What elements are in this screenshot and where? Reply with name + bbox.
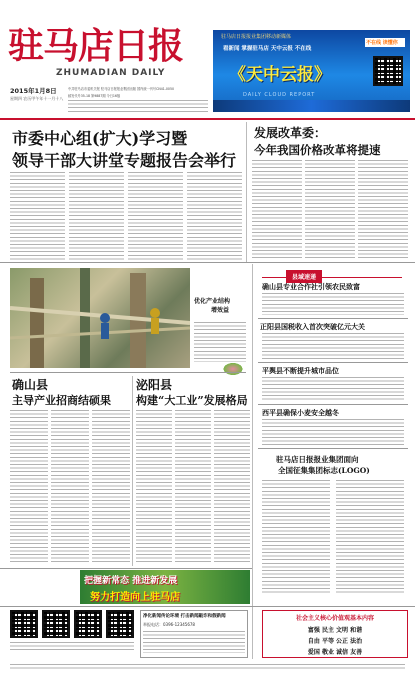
reform-body-col-1	[252, 160, 302, 260]
lead-body-col-2	[69, 172, 124, 260]
masthead-weekday: 星期四 农历甲午年十一月十八	[10, 96, 64, 101]
sidebar-news-3-title[interactable]: 平舆县不断提升城市品位	[262, 366, 339, 375]
core-values-title: 社会主义核心价值观基本内容	[295, 615, 374, 622]
banner-top-text: 驻马店日报报业集团移动新媒体	[221, 34, 292, 40]
photo-caption-text	[194, 322, 246, 362]
lead-body-col-1	[10, 172, 65, 260]
banner-side: 不在线 读懂你	[365, 38, 405, 47]
biyang-body-col-3	[214, 410, 250, 565]
report-hotline-box[interactable]	[140, 610, 248, 658]
logo-contest-body-col-1	[262, 480, 330, 595]
reform-headline-2[interactable]: 今年我国价格改革将提速	[254, 143, 381, 157]
biyang-headline-2[interactable]: 构建“大工业”发展格局	[136, 394, 248, 407]
logo-contest-title-2[interactable]: 全国征集集团标志(LOGO)	[278, 466, 370, 475]
logo-contest-title-1[interactable]: 驻马店日报报业集团面向	[276, 455, 359, 464]
promo-line-1: 把握新常态 推进新发展	[84, 576, 178, 586]
photo-illustration	[222, 362, 244, 376]
reform-headline-1[interactable]: 发展改革委：	[254, 126, 327, 140]
factory-photo[interactable]	[10, 268, 190, 368]
queshan-body-col-3	[92, 410, 130, 565]
photo-caption-1: 优化产业结构	[194, 298, 231, 305]
sidebar-news-2-body	[262, 333, 404, 359]
banner-people-image	[213, 100, 410, 112]
promo-banner[interactable]	[80, 570, 250, 604]
queshan-body-col-1	[10, 410, 48, 565]
qr-code-icon-3[interactable]	[74, 610, 102, 638]
qr-captions	[10, 642, 134, 652]
report-hotline-phone: 举报电话：0396-12345678	[143, 622, 195, 627]
report-hotline-lines	[143, 631, 245, 653]
banner-slogan: 看新闻 掌握驻马店 天中云报 不在线	[223, 46, 312, 52]
masthead-date: 2015年1月8日	[10, 87, 57, 95]
core-values-line-3: 爱国 敬业 诚信 友善	[307, 649, 363, 656]
banner-qr-code-icon[interactable]	[373, 56, 403, 86]
sidebar-news-2-title[interactable]: 正阳县国税收入首次突破亿元大关	[260, 322, 365, 331]
tianzhong-banner[interactable]	[213, 30, 410, 112]
promo-line-2: 努力打造向上驻马店	[90, 592, 180, 603]
core-values-box	[262, 610, 408, 658]
core-values-line-1: 富强 民主 文明 和谐	[307, 627, 363, 634]
county-news-tag	[262, 264, 402, 281]
core-values-line-2: 自由 平等 公正 法治	[307, 638, 363, 645]
reform-body-col-3	[358, 160, 408, 260]
photo-caption-2: 增效益	[210, 307, 229, 314]
sidebar-news-3-body	[262, 377, 404, 401]
banner-bottom: DAILY CLOUD REPORT	[243, 92, 316, 98]
reform-body-col-2	[305, 160, 355, 260]
queshan-headline-1[interactable]: 确山县	[12, 378, 49, 392]
masthead-info-2: 邮发代号35-18 第9887期 今日16版	[68, 94, 121, 98]
footer-line	[10, 664, 405, 670]
sidebar-news-4-body	[262, 419, 404, 445]
qr-code-icon-4[interactable]	[106, 610, 134, 638]
logo-contest-body-col-2	[336, 480, 404, 595]
biyang-body-col-1	[136, 410, 172, 565]
qr-code-icon-2[interactable]	[42, 610, 70, 638]
queshan-headline-2[interactable]: 主导产业招商结硕果	[12, 394, 111, 407]
banner-name: 《天中云报》	[229, 65, 331, 85]
masthead-subtitle: ZHUMADIAN DAILY	[56, 68, 166, 78]
county-news-tag-label: 县域速递	[286, 270, 322, 283]
lead-body-col-4	[187, 172, 242, 260]
qr-code-icon-1[interactable]	[10, 610, 38, 638]
masthead-info-1: 中共驻马店市委机关报 驻马店日报报业集团出版 国内统一刊号CN41-0050	[68, 87, 175, 91]
sidebar-news-1-title[interactable]: 确山县专业合作社引领农民致富	[262, 282, 360, 291]
masthead-title: 驻马店日报	[8, 25, 184, 67]
biyang-headline-1[interactable]: 泌阳县	[136, 378, 173, 392]
photo-caption	[194, 296, 246, 362]
lead-body-col-3	[128, 172, 183, 260]
biyang-body-col-2	[175, 410, 211, 565]
factory-photo-drawing	[10, 268, 190, 368]
queshan-body-col-2	[51, 410, 89, 565]
report-hotline-title: 净化新闻传论环境 打击新闻敲诈和假新闻	[143, 614, 226, 619]
masthead-info-lines	[68, 100, 208, 114]
sidebar-news-1-body	[262, 293, 404, 315]
lead-headline-1[interactable]: 市委中心组(扩大)学习暨	[12, 129, 188, 148]
lead-headline-2[interactable]: 领导干部大讲堂专题报告会举行	[12, 151, 237, 170]
sidebar-news-4-title[interactable]: 西平县确保小麦安全越冬	[262, 408, 339, 417]
